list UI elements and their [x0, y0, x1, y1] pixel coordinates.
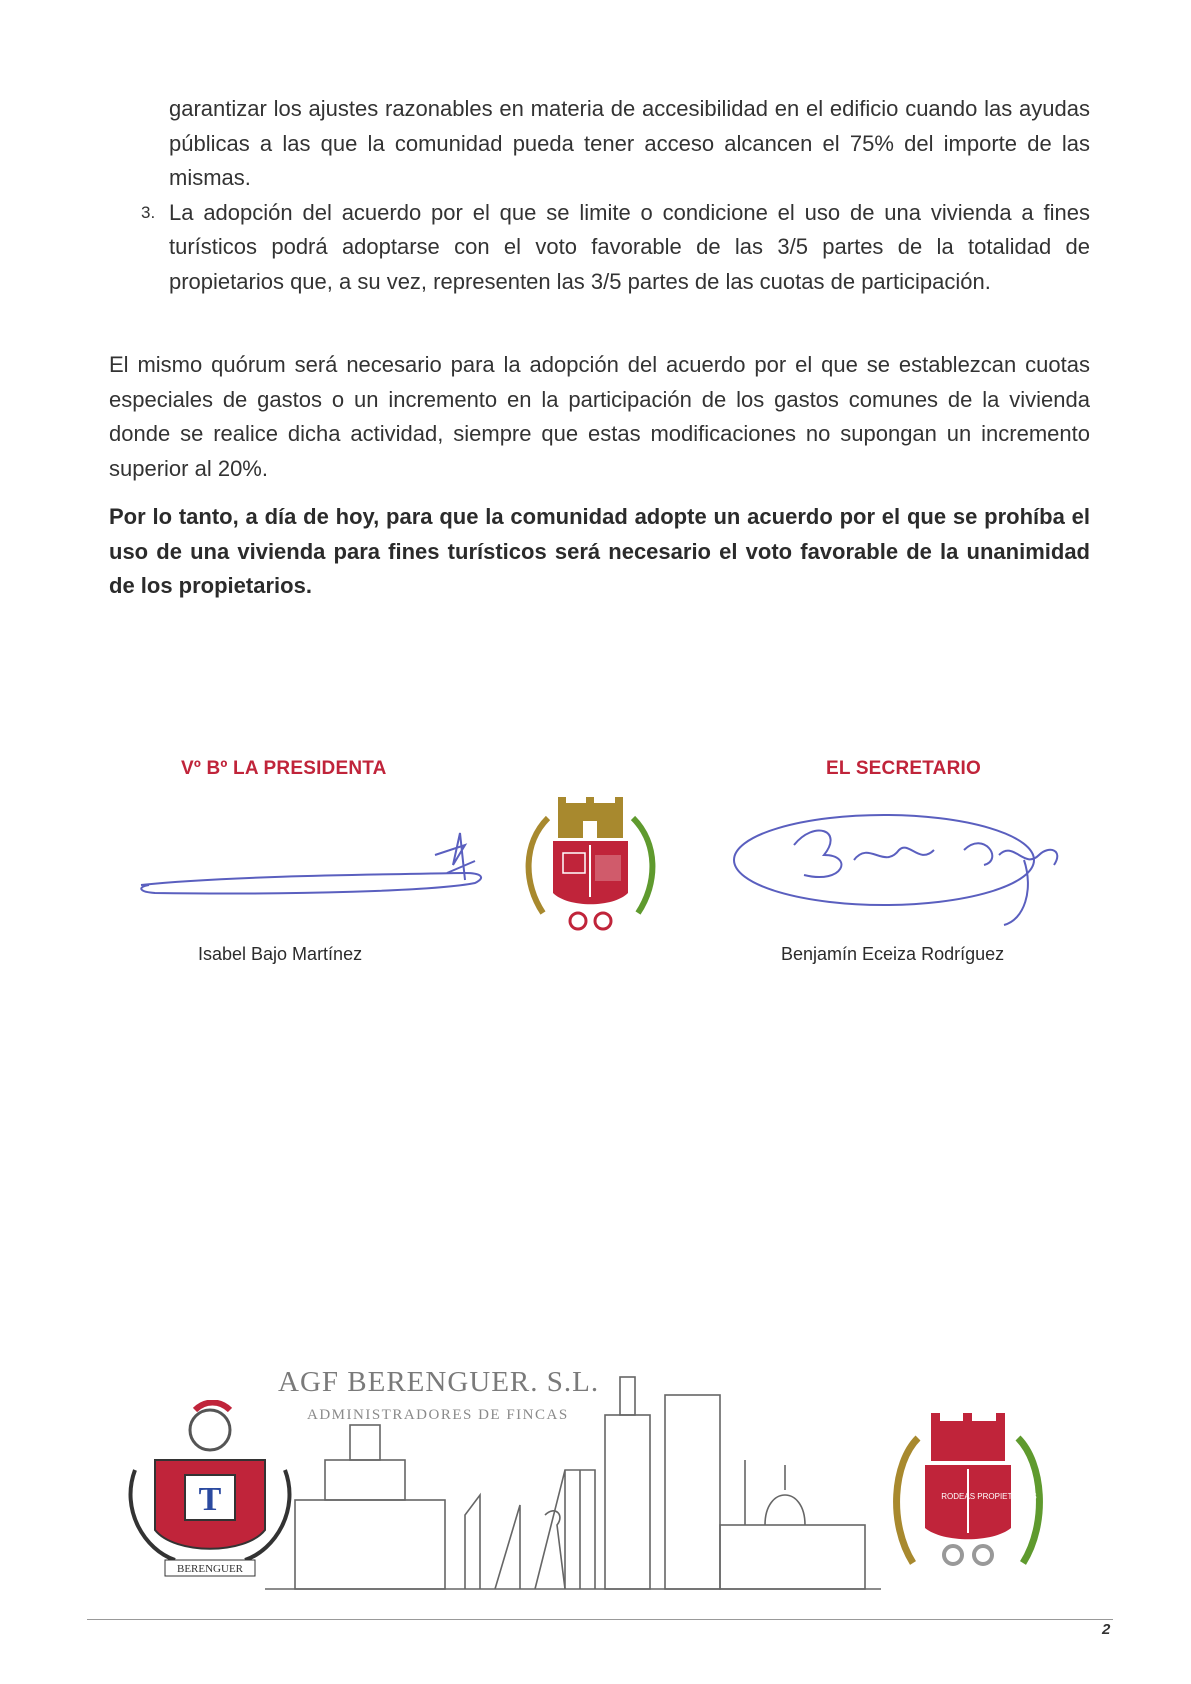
president-signature	[135, 825, 500, 900]
berenguer-crest-icon	[125, 1400, 295, 1580]
signature-title-secretary: EL SECRETARIO	[826, 758, 981, 779]
city-skyline-icon	[265, 1365, 881, 1595]
company-subtitle: ADMINISTRADORES DE FINCAS	[307, 1407, 569, 1423]
list-item-number: 3.	[141, 202, 156, 222]
list-item-text: La adopción del acuerdo por el que se limite o condicione el uso de una vivienda a fines turísticos podrá adoptarse con el voto favorable de las 3/5 partes de la totalidad de propietarios que, a su vez, representen las 3/5 partes de las cuotas de participación.	[169, 199, 1090, 294]
community-crest-icon	[523, 793, 658, 943]
crest-left-text: BERENGUER	[177, 1563, 243, 1575]
page-number: 2	[1102, 1621, 1111, 1638]
paragraph-conclusion: Por lo tanto, a día de hoy, para que la comunidad adopte un acuerdo por el que se prohíba el uso de una vivienda para fines turísticos será necesario el voto favorable de la unanimidad de los propietarios.	[109, 504, 1090, 598]
company-name: AGF BERENGUER. S.L.	[278, 1366, 600, 1398]
owners-community-crest-icon	[893, 1403, 1043, 1593]
footer-divider	[87, 1619, 1113, 1620]
secretary-name: Benjamín Eceiza Rodríguez	[781, 944, 1005, 964]
numbered-list	[130, 92, 1090, 299]
paragraph-quorum: El mismo quórum será necesario para la adopción del acuerdo por el que se establezcan cuotas especiales de gastos o un incremento en la participación de los gastos comunes de la vivienda donde se realice dicha actividad, siempre que estas modificaciones no supongan un incremento superior al 20%.	[109, 352, 1090, 481]
crest-right-text: RODEAS PROPIETARIOS	[941, 1492, 1037, 1501]
list-item-continuation	[130, 92, 1090, 196]
list-item-text: garantizar los ajustes razonables en materia de accesibilidad en el edificio cuando las ayudas públicas a las que la comunidad pueda tener acceso alcancen el 75% del importe de las mismas.	[169, 96, 1090, 190]
svg-text:T: T	[198, 1481, 222, 1518]
president-name: Isabel Bajo Martínez	[198, 944, 363, 964]
secretary-signature	[724, 800, 1076, 930]
list-item-3	[130, 196, 1090, 300]
signature-title-president: Vº Bº LA PRESIDENTA	[181, 758, 387, 779]
